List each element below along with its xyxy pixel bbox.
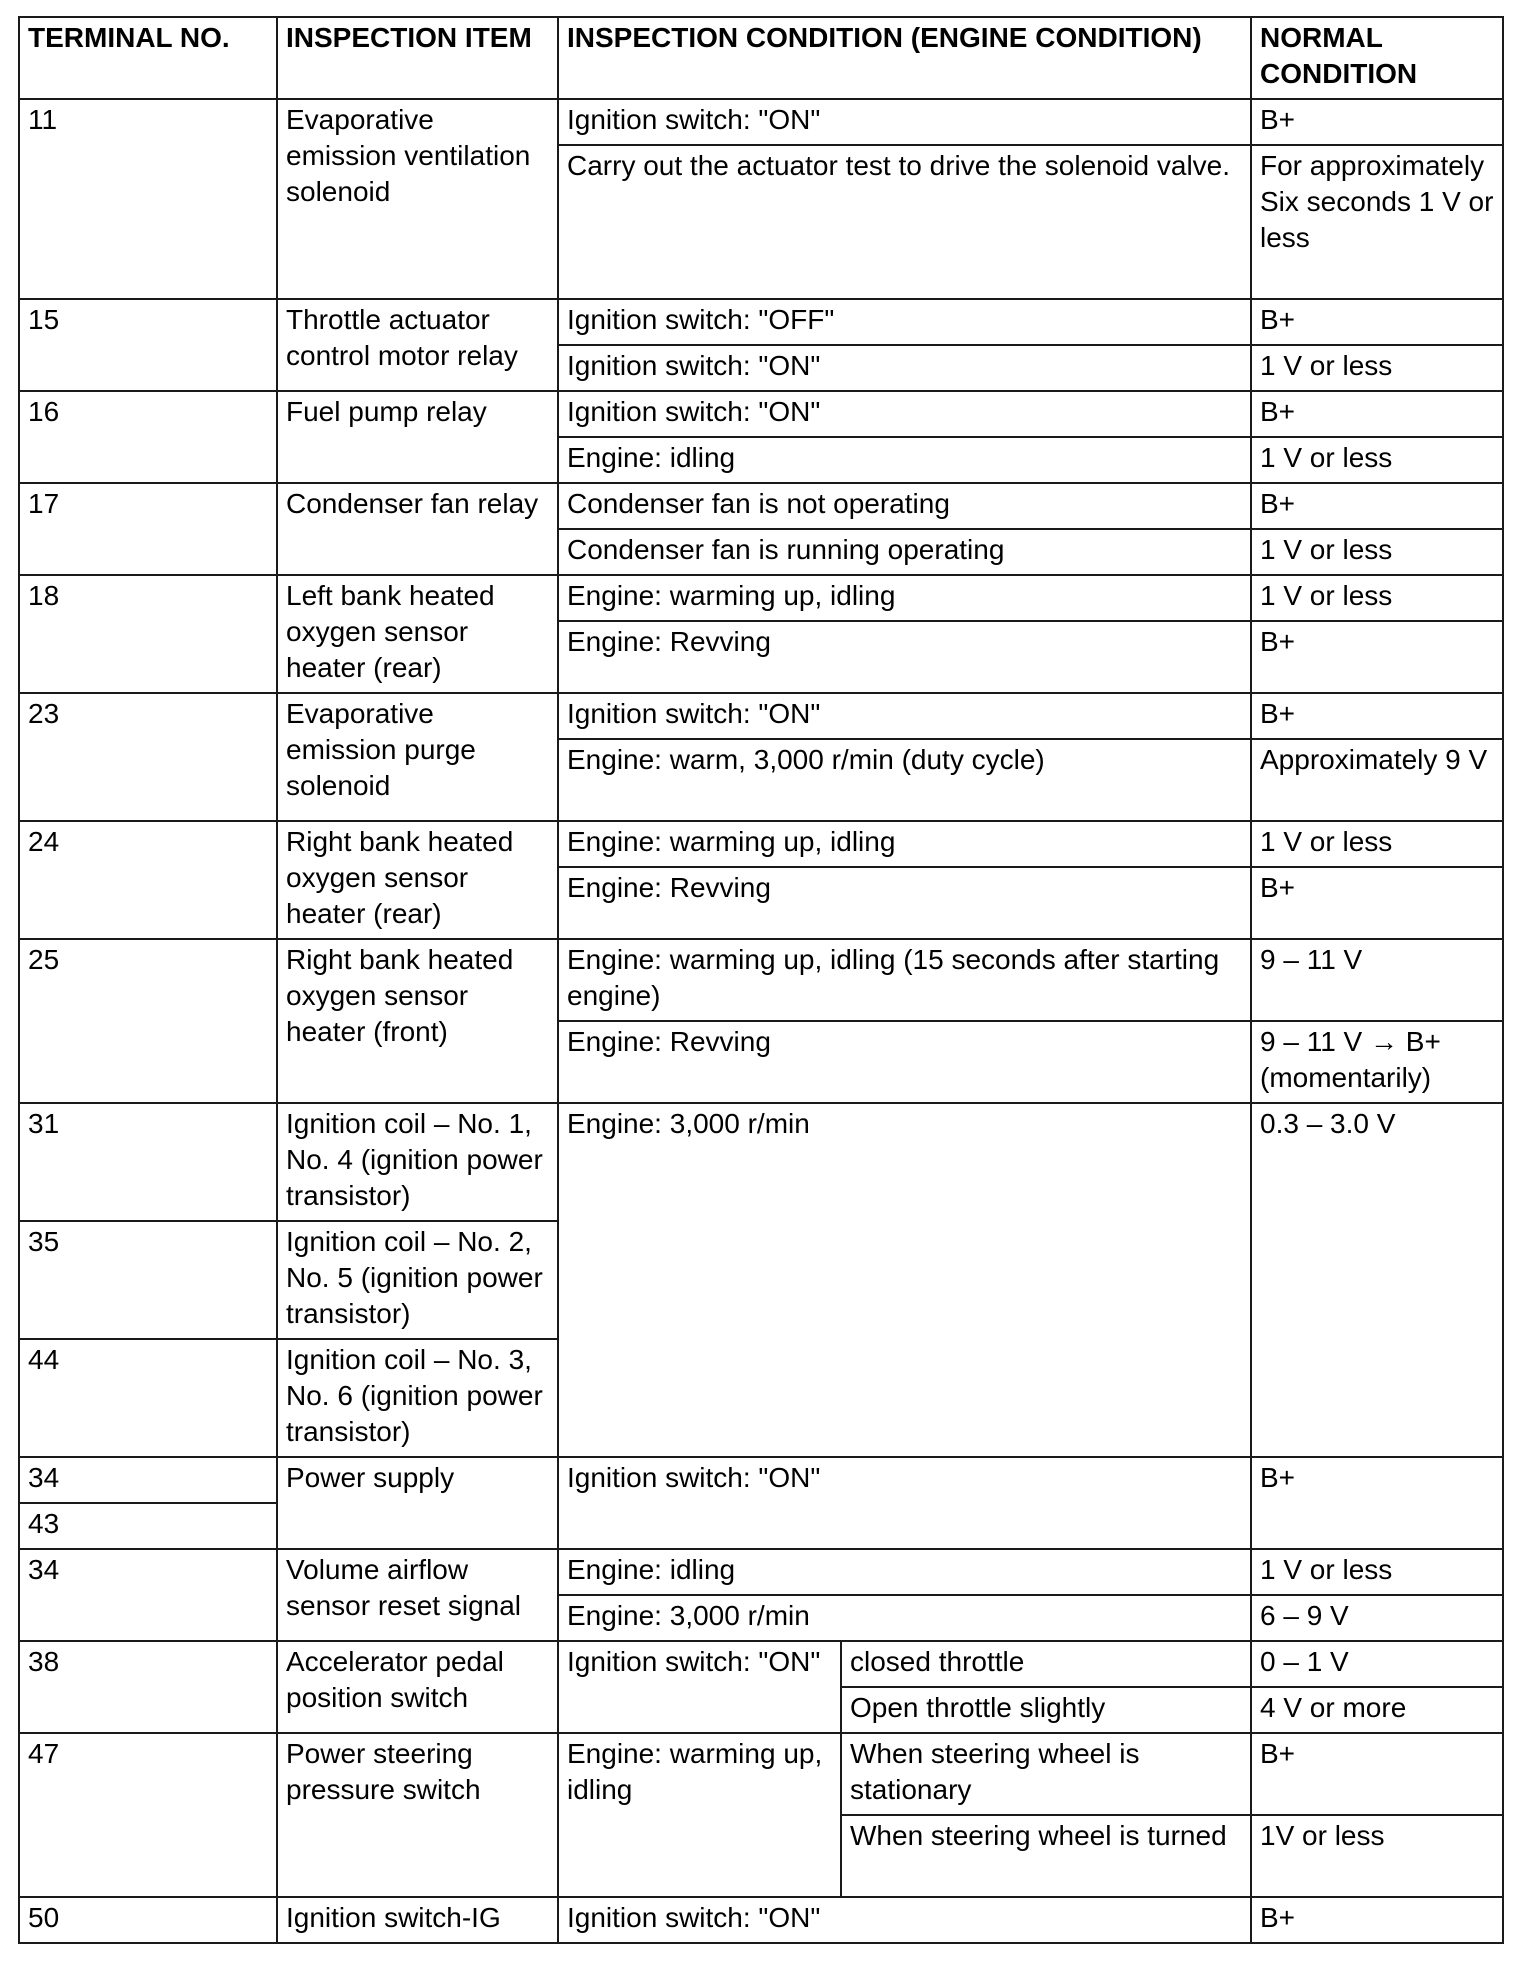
condition-cell: Ignition switch: "ON" (558, 693, 1251, 739)
normal-cell: 1 V or less (1251, 529, 1503, 575)
table-row (19, 1897, 1503, 1943)
item-cell: Left bank heated oxygen sensor heater (rear) (277, 575, 558, 693)
item-cell: Fuel pump relay (277, 391, 558, 483)
normal-cell: 9 – 11 V → B+ (momentarily) (1251, 1021, 1503, 1103)
terminal-cell: 18 (19, 575, 277, 693)
terminal-cell: 25 (19, 939, 277, 1103)
normal-cell: 1 V or less (1251, 821, 1503, 867)
condition-cell: Engine: warming up, idling (558, 1733, 841, 1897)
condition-cell: Condenser fan is not operating (558, 483, 1251, 529)
item-cell: Ignition switch-IG (277, 1897, 558, 1943)
sub-condition-cell: When steering wheel is turned (841, 1815, 1251, 1897)
condition-cell: Engine: idling (558, 1549, 1251, 1595)
normal-cell: 9 – 11 V (1251, 939, 1503, 1021)
item-cell: Ignition coil – No. 2, No. 5 (ignition power transistor) (277, 1221, 558, 1339)
terminal-cell: 24 (19, 821, 277, 939)
item-cell: Throttle actuator control motor relay (277, 299, 558, 391)
condition-cell: Engine: Revving (558, 867, 1251, 939)
normal-cell: 1V or less (1251, 1815, 1503, 1897)
terminal-cell: 23 (19, 693, 277, 821)
condition-cell: Engine: Revving (558, 1021, 1251, 1103)
table-row (19, 821, 1503, 867)
normal-cell: 1 V or less (1251, 345, 1503, 391)
sub-condition-cell: When steering wheel is stationary (841, 1733, 1251, 1815)
item-cell: Volume airflow sensor reset signal (277, 1549, 558, 1641)
condition-cell: Engine: warm, 3,000 r/min (duty cycle) (558, 739, 1251, 821)
item-cell: Power supply (277, 1457, 558, 1549)
terminal-cell: 38 (19, 1641, 277, 1733)
normal-cell: 1 V or less (1251, 437, 1503, 483)
condition-cell: Ignition switch: "ON" (558, 99, 1251, 145)
terminal-cell: 31 (19, 1103, 277, 1221)
normal-cell: 1 V or less (1251, 575, 1503, 621)
condition-cell: Carry out the actuator test to drive the solenoid valve. (558, 145, 1251, 299)
terminal-cell: 34 (19, 1457, 277, 1503)
condition-cell: Ignition switch: "ON" (558, 1897, 1251, 1943)
normal-cell: Approximately 9 V (1251, 739, 1503, 821)
header-inspection-condition: INSPECTION CONDITION (ENGINE CONDITION) (558, 17, 1251, 99)
normal-cell: B+ (1251, 391, 1503, 437)
item-cell: Ignition coil – No. 1, No. 4 (ignition power transistor) (277, 1103, 558, 1221)
item-cell: Condenser fan relay (277, 483, 558, 575)
condition-cell: Engine: idling (558, 437, 1251, 483)
terminal-cell: 34 (19, 1549, 277, 1641)
table-row (19, 693, 1503, 739)
condition-cell: Engine: warming up, idling (15 seconds after starting engine) (558, 939, 1251, 1021)
normal-cell: B+ (1251, 1457, 1503, 1549)
condition-cell: Engine: 3,000 r/min (558, 1595, 1251, 1641)
terminal-cell: 11 (19, 99, 277, 299)
item-cell: Evaporative emission purge solenoid (277, 693, 558, 821)
normal-cell: B+ (1251, 1733, 1503, 1815)
condition-cell: Engine: 3,000 r/min (558, 1103, 1251, 1457)
terminal-cell: 35 (19, 1221, 277, 1339)
normal-cell: B+ (1251, 693, 1503, 739)
table-row (19, 99, 1503, 145)
item-cell: Power steering pressure switch (277, 1733, 558, 1897)
item-cell: Right bank heated oxygen sensor heater (front) (277, 939, 558, 1103)
terminal-cell: 43 (19, 1503, 277, 1549)
normal-cell: B+ (1251, 867, 1503, 939)
table-row (19, 1641, 1503, 1687)
item-cell: Right bank heated oxygen sensor heater (rear) (277, 821, 558, 939)
header-terminal: TERMINAL NO. (19, 17, 277, 99)
header-row (19, 17, 1503, 99)
condition-cell: Condenser fan is running operating (558, 529, 1251, 575)
table-row (19, 1103, 1503, 1221)
normal-cell: B+ (1251, 99, 1503, 145)
terminal-cell: 15 (19, 299, 277, 391)
header-normal-condition: NORMAL CONDITION (1251, 17, 1503, 99)
table-row (19, 575, 1503, 621)
normal-cell: B+ (1251, 621, 1503, 693)
terminal-cell: 50 (19, 1897, 277, 1943)
sub-condition-cell: closed throttle (841, 1641, 1251, 1687)
normal-cell: 6 – 9 V (1251, 1595, 1503, 1641)
table-row (19, 1549, 1503, 1595)
normal-cell: B+ (1251, 483, 1503, 529)
inspection-table (18, 16, 1504, 1944)
normal-cell: B+ (1251, 299, 1503, 345)
terminal-cell: 17 (19, 483, 277, 575)
condition-cell: Engine: warming up, idling (558, 575, 1251, 621)
item-cell: Evaporative emission ventilation solenoid (277, 99, 558, 299)
item-cell: Accelerator pedal position switch (277, 1641, 558, 1733)
normal-cell: B+ (1251, 1897, 1503, 1943)
condition-cell: Ignition switch: "OFF" (558, 299, 1251, 345)
table-row (19, 391, 1503, 437)
terminal-cell: 16 (19, 391, 277, 483)
normal-cell: For approximately Six seconds 1 V or less (1251, 145, 1503, 299)
condition-cell: Ignition switch: "ON" (558, 1641, 841, 1733)
sub-condition-cell: Open throttle slightly (841, 1687, 1251, 1733)
item-cell: Ignition coil – No. 3, No. 6 (ignition power transistor) (277, 1339, 558, 1457)
normal-cell: 4 V or more (1251, 1687, 1503, 1733)
terminal-cell: 47 (19, 1733, 277, 1897)
table-row (19, 939, 1503, 1021)
table-row (19, 1733, 1503, 1815)
terminal-cell: 44 (19, 1339, 277, 1457)
header-inspection-item: INSPECTION ITEM (277, 17, 558, 99)
table-row (19, 299, 1503, 345)
condition-cell: Ignition switch: "ON" (558, 1457, 1251, 1549)
condition-cell: Engine: warming up, idling (558, 821, 1251, 867)
table-row (19, 483, 1503, 529)
normal-cell: 0 – 1 V (1251, 1641, 1503, 1687)
condition-cell: Ignition switch: "ON" (558, 345, 1251, 391)
table-row (19, 1457, 1503, 1503)
condition-cell: Engine: Revving (558, 621, 1251, 693)
condition-cell: Ignition switch: "ON" (558, 391, 1251, 437)
normal-cell: 0.3 – 3.0 V (1251, 1103, 1503, 1457)
normal-cell: 1 V or less (1251, 1549, 1503, 1595)
